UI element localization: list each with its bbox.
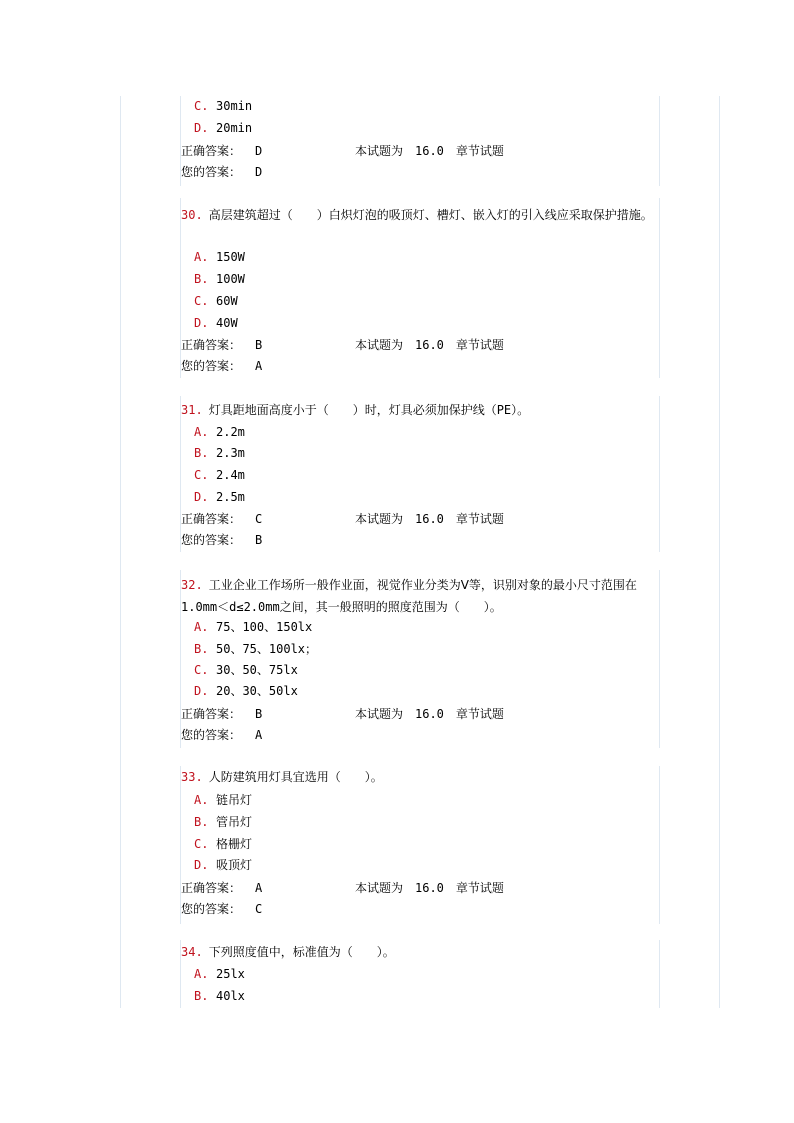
option-c[interactable] [194,97,252,115]
your-answer-label: 您的答案： [181,165,242,179]
option-letter: D. [194,858,209,872]
your-answer-row [181,726,262,744]
option-b[interactable] [194,813,252,831]
question-stem: 人防建筑用灯具宜选用（ ）。 [208,770,383,784]
option-text: 40W [216,316,238,330]
option-text: 150W [216,250,245,264]
correct-answer-label: 正确答案： [181,144,242,158]
your-answer-value: A [255,728,263,742]
right-inner-border [659,396,660,552]
option-text: 40lx [216,989,245,1003]
option-letter: A. [194,425,209,439]
question-number: 33. [181,770,203,784]
score-text: 本试题为 16.0 章节试题 [355,144,504,158]
correct-answer-row [181,336,504,354]
score-text: 本试题为 16.0 章节试题 [355,707,504,721]
option-text: 2.3m [216,446,245,460]
question-stem: 工业企业工作场所一般作业面，视觉作业分类为Ⅴ等，识别对象的最小尺寸范围在1.0mm＜d≤2.0mm之间，其一般照明的照度范围为（ ）。 [181,578,637,614]
question-33-text [181,768,383,786]
option-d[interactable] [194,856,252,874]
option-letter: B. [194,815,209,829]
right-inner-border [659,198,660,378]
option-letter: A. [194,793,209,807]
option-letter: C. [194,294,209,308]
question-stem: 下列照度值中，标准值为（ ）。 [208,945,395,959]
option-letter: C. [194,99,209,113]
option-letter: A. [194,250,209,264]
right-inner-border [659,766,660,924]
option-text: 100W [216,272,245,286]
score-text: 本试题为 16.0 章节试题 [355,512,504,526]
option-b[interactable] [194,444,245,462]
option-text: 30、50、75lx [216,663,298,677]
correct-answer-label: 正确答案： [181,881,242,895]
option-letter: B. [194,272,209,286]
your-answer-label: 您的答案： [181,902,242,916]
correct-answer-value: D [255,144,263,158]
question-31-text [181,401,529,419]
left-border [120,96,121,1008]
your-answer-label: 您的答案： [181,728,242,742]
option-a[interactable] [194,791,252,809]
right-border [719,96,720,1008]
option-b[interactable] [194,270,245,288]
option-c[interactable] [194,292,238,310]
option-text: 吸顶灯 [216,858,253,872]
your-answer-row [181,531,262,549]
option-letter: C. [194,468,209,482]
question-number: 34. [181,945,203,959]
option-b[interactable] [194,987,245,1005]
your-answer-value: C [255,902,263,916]
right-inner-border [659,940,660,1008]
correct-answer-value: B [255,707,263,721]
correct-answer-label: 正确答案： [181,512,242,526]
option-letter: C. [194,663,209,677]
question-number: 31. [181,403,203,417]
correct-answer-value: B [255,338,263,352]
option-text: 2.4m [216,468,245,482]
option-a[interactable] [194,248,245,266]
correct-answer-label: 正确答案： [181,338,242,352]
option-letter: A. [194,967,209,981]
score-text: 本试题为 16.0 章节试题 [355,338,504,352]
right-inner-border [659,96,660,186]
option-d[interactable] [194,119,252,137]
option-text: 2.5m [216,490,245,504]
question-32-text [181,574,659,618]
option-text: 25lx [216,967,245,981]
option-text: 20min [216,121,253,135]
left-inner-border [180,396,181,552]
option-letter: B. [194,446,209,460]
option-letter: B. [194,989,209,1003]
your-answer-value: A [255,359,263,373]
option-letter: A. [194,620,209,634]
option-letter: D. [194,684,209,698]
score-text: 本试题为 16.0 章节试题 [355,881,504,895]
option-c[interactable] [194,466,245,484]
option-d[interactable] [194,488,245,506]
question-stem: 灯具距地面高度小于（ ）时，灯具必须加保护线（PE）。 [208,403,530,417]
option-text: 75、100、150lx [216,620,313,634]
option-text: 20、30、50lx [216,684,298,698]
option-a[interactable] [194,965,245,983]
right-inner-border [659,570,660,748]
question-stem: 高层建筑超过（ ）白炽灯泡的吸顶灯、槽灯、嵌入灯的引入线应采取保护措施。 [208,208,653,222]
question-number: 32. [181,578,203,592]
question-30-text [181,204,659,226]
option-text: 链吊灯 [216,793,253,807]
option-text: 50、75、100lx； [216,642,318,656]
question-34-text [181,943,395,961]
option-c[interactable] [194,835,252,853]
option-letter: B. [194,642,209,656]
option-b[interactable] [194,640,317,658]
option-d[interactable] [194,314,238,332]
correct-answer-row [181,142,504,160]
correct-answer-row [181,879,504,897]
option-letter: D. [194,121,209,135]
option-letter: C. [194,837,209,851]
correct-answer-value: A [255,881,263,895]
option-letter: D. [194,490,209,504]
option-text: 格栅灯 [216,837,253,851]
option-c[interactable] [194,661,298,679]
correct-answer-label: 正确答案： [181,707,242,721]
option-text: 2.2m [216,425,245,439]
option-text: 30min [216,99,253,113]
your-answer-row [181,163,262,181]
correct-answer-row [181,510,504,528]
your-answer-row [181,900,262,918]
option-text: 60W [216,294,238,308]
your-answer-label: 您的答案： [181,533,242,547]
option-d[interactable] [194,682,298,700]
correct-answer-value: C [255,512,263,526]
your-answer-label: 您的答案： [181,359,242,373]
question-number: 30. [181,208,203,222]
option-a[interactable] [194,618,312,636]
option-a[interactable] [194,423,245,441]
option-letter: D. [194,316,209,330]
your-answer-value: B [255,533,263,547]
option-text: 管吊灯 [216,815,253,829]
your-answer-value: D [255,165,263,179]
correct-answer-row [181,705,504,723]
your-answer-row [181,357,262,375]
